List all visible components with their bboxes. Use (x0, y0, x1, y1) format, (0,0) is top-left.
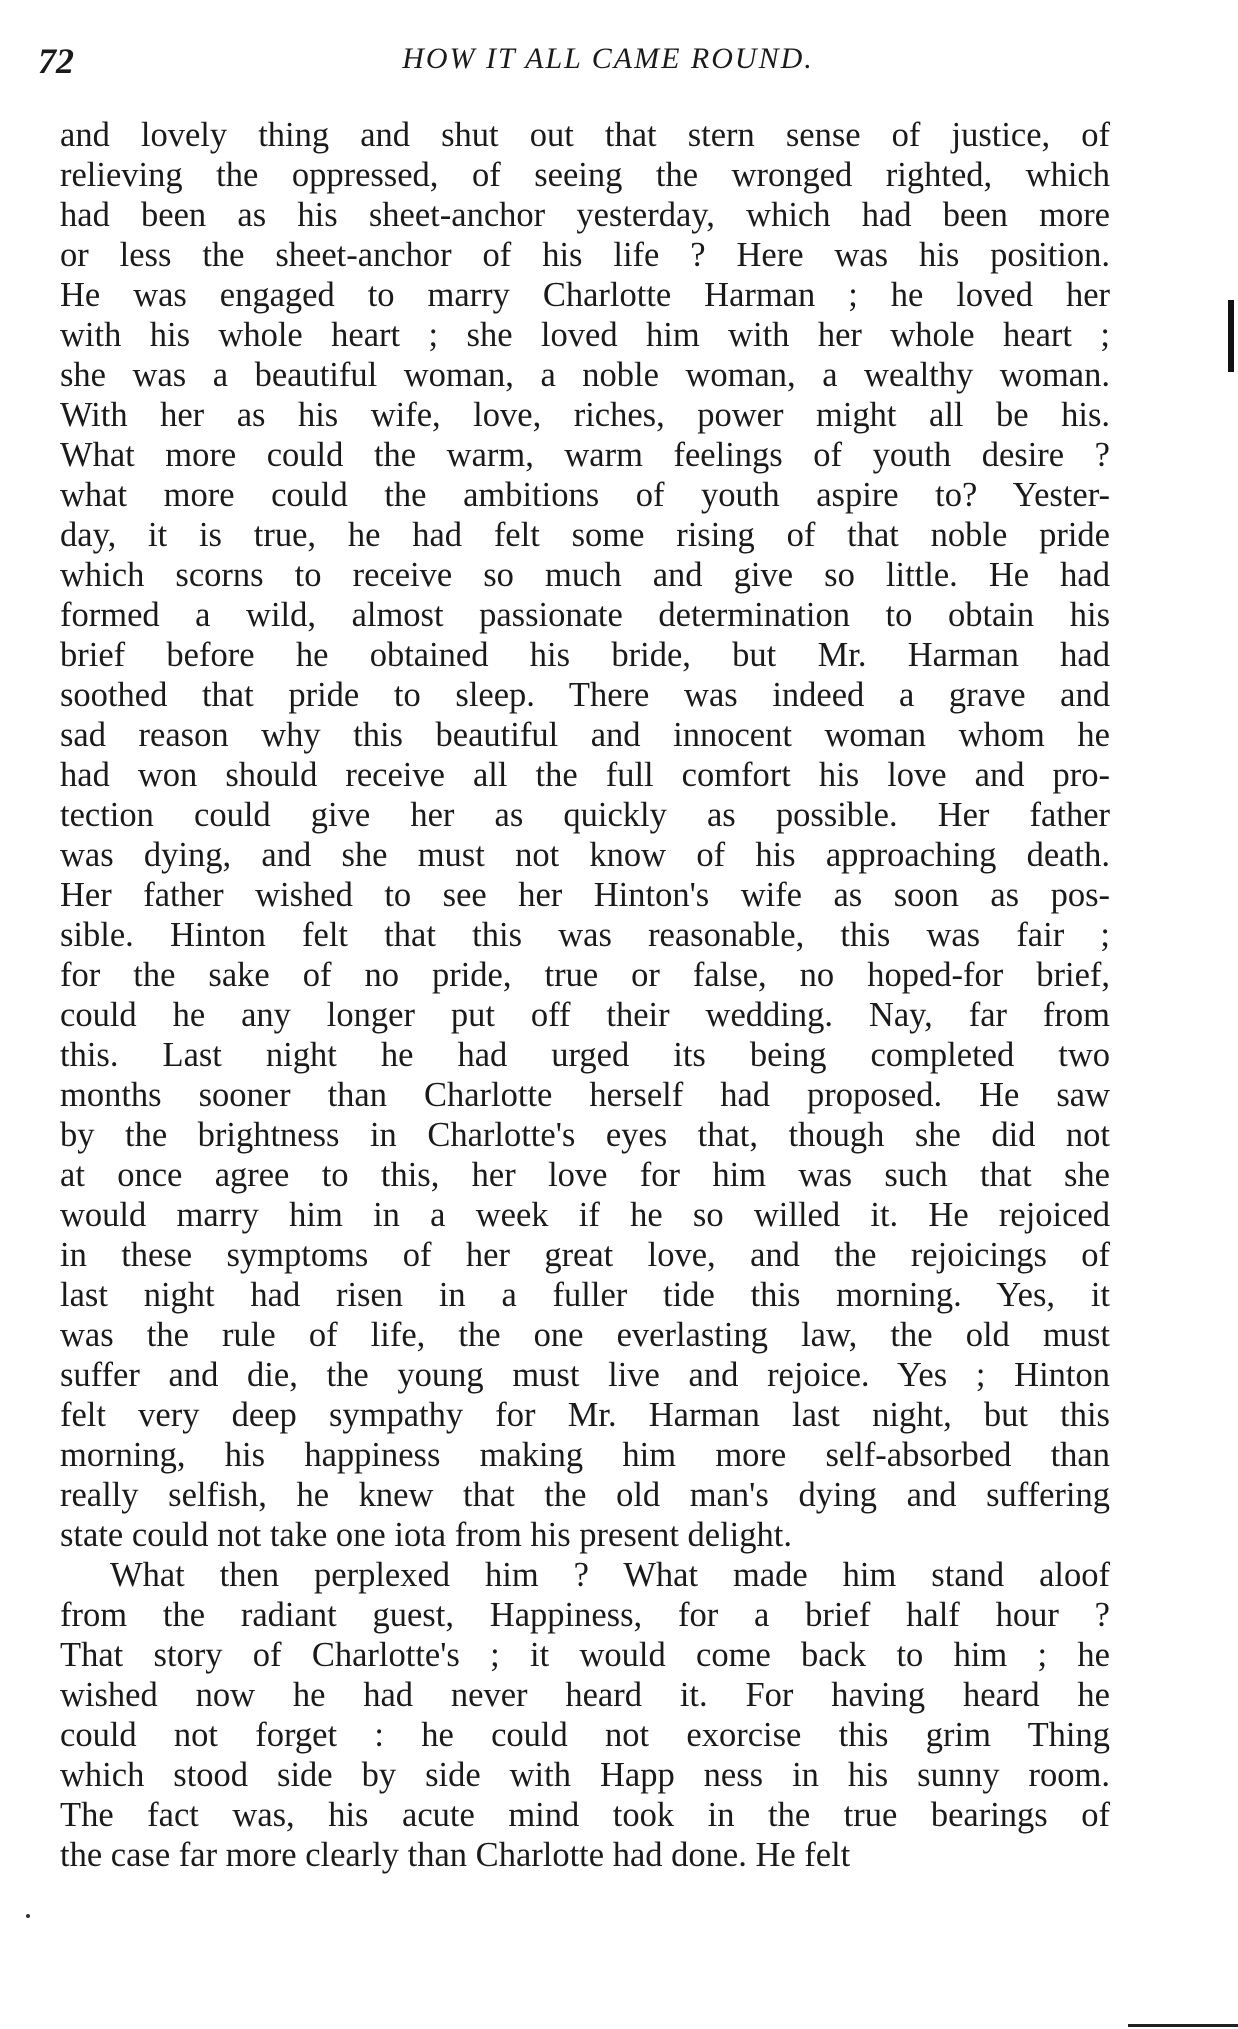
text-line: sad reason why this beautiful and innocent woman whom he (60, 716, 1110, 754)
text-line: months sooner than Charlotte herself had proposed. He saw (60, 1076, 1110, 1114)
text-line: formed a wild, almost passionate determination to obtain his (60, 596, 1110, 634)
bottom-rule (1128, 2024, 1238, 2027)
text-line: and lovely thing and shut out that stern sense of justice, of (60, 116, 1110, 154)
text-line: day, it is true, he had felt some rising of that noble pride (60, 516, 1110, 554)
text-line: sible. Hinton felt that this was reasonable, this was fair ; (60, 916, 1110, 954)
text-line: would marry him in a week if he so willed it. He rejoiced (60, 1196, 1110, 1234)
text-line: tection could give her as quickly as possible. Her father (60, 796, 1110, 834)
text-line: wished now he had never heard it. For having heard he (60, 1676, 1110, 1714)
text-line: was the rule of life, the one everlasting law, the old must (60, 1316, 1110, 1354)
margin-mark (1228, 300, 1234, 372)
text-line: morning, his happiness making him more self-absorbed than (60, 1436, 1110, 1474)
text-line: What more could the warm, warm feelings of youth desire ? (60, 436, 1110, 474)
text-line: What then perplexed him ? What made him stand aloof (110, 1556, 1110, 1594)
text-line: brief before he obtained his bride, but Mr. Harman had (60, 636, 1110, 674)
text-line: could he any longer put off their wedding. Nay, far from (60, 996, 1110, 1034)
paragraph (60, 115, 1110, 1555)
text-line: The fact was, his acute mind took in the true bearings of (60, 1796, 1110, 1834)
paragraph (60, 1555, 1110, 1875)
text-line: With her as his wife, love, riches, power might all be his. (60, 396, 1110, 434)
text-line: the case far more clearly than Charlotte had done. He felt (60, 1836, 851, 1874)
text-line: state could not take one iota from his present delight. (60, 1516, 792, 1554)
text-line: which stood side by side with Happ ness in his sunny room. (60, 1756, 1110, 1794)
text-line: soothed that pride to sleep. There was indeed a grave and (60, 676, 1110, 714)
text-line: had been as his sheet-anchor yesterday, which had been more (60, 196, 1110, 234)
text-line: Her father wished to see her Hinton's wife as soon as pos- (60, 876, 1110, 914)
text-line: had won should receive all the full comfort his love and pro- (60, 756, 1110, 794)
page-number: 72 (38, 41, 74, 81)
text-line: she was a beautiful woman, a noble woman, a wealthy woman. (60, 356, 1110, 394)
text-line: for the sake of no pride, true or false, no hoped-for brief, (60, 956, 1110, 994)
running-title: HOW IT ALL CAME ROUND. (402, 42, 814, 75)
text-line: relieving the oppressed, of seeing the wronged righted, which (60, 156, 1110, 194)
page-header (38, 40, 1118, 80)
text-line: could not forget : he could not exorcise this grim Thing (60, 1716, 1110, 1754)
text-line: this. Last night he had urged its being completed two (60, 1036, 1110, 1074)
text-line: He was engaged to marry Charlotte Harman ; he loved her (60, 276, 1110, 314)
body-text (60, 115, 1110, 1875)
text-line: or less the sheet-anchor of his life ? Here was his position. (60, 236, 1110, 274)
text-line: with his whole heart ; she loved him with her whole heart ; (60, 316, 1110, 354)
text-line: suffer and die, the young must live and rejoice. Yes ; Hinton (60, 1356, 1110, 1394)
text-line: felt very deep sympathy for Mr. Harman last night, but this (60, 1396, 1110, 1434)
text-line: by the brightness in Charlotte's eyes that, though she did not (60, 1116, 1110, 1154)
text-line: which scorns to receive so much and give so little. He had (60, 556, 1110, 594)
text-line: was dying, and she must not know of his approaching death. (60, 836, 1110, 874)
ink-speck (26, 1914, 30, 1918)
text-line: at once agree to this, her love for him was such that she (60, 1156, 1110, 1194)
text-line: what more could the ambitions of youth aspire to? Yester- (60, 476, 1110, 514)
text-line: That story of Charlotte's ; it would come back to him ; he (60, 1636, 1110, 1674)
text-line: from the radiant guest, Happiness, for a brief half hour ? (60, 1596, 1110, 1634)
text-line: in these symptoms of her great love, and the rejoicings of (60, 1236, 1110, 1274)
text-line: really selfish, he knew that the old man's dying and suffering (60, 1476, 1110, 1514)
text-line: last night had risen in a fuller tide this morning. Yes, it (60, 1276, 1110, 1314)
